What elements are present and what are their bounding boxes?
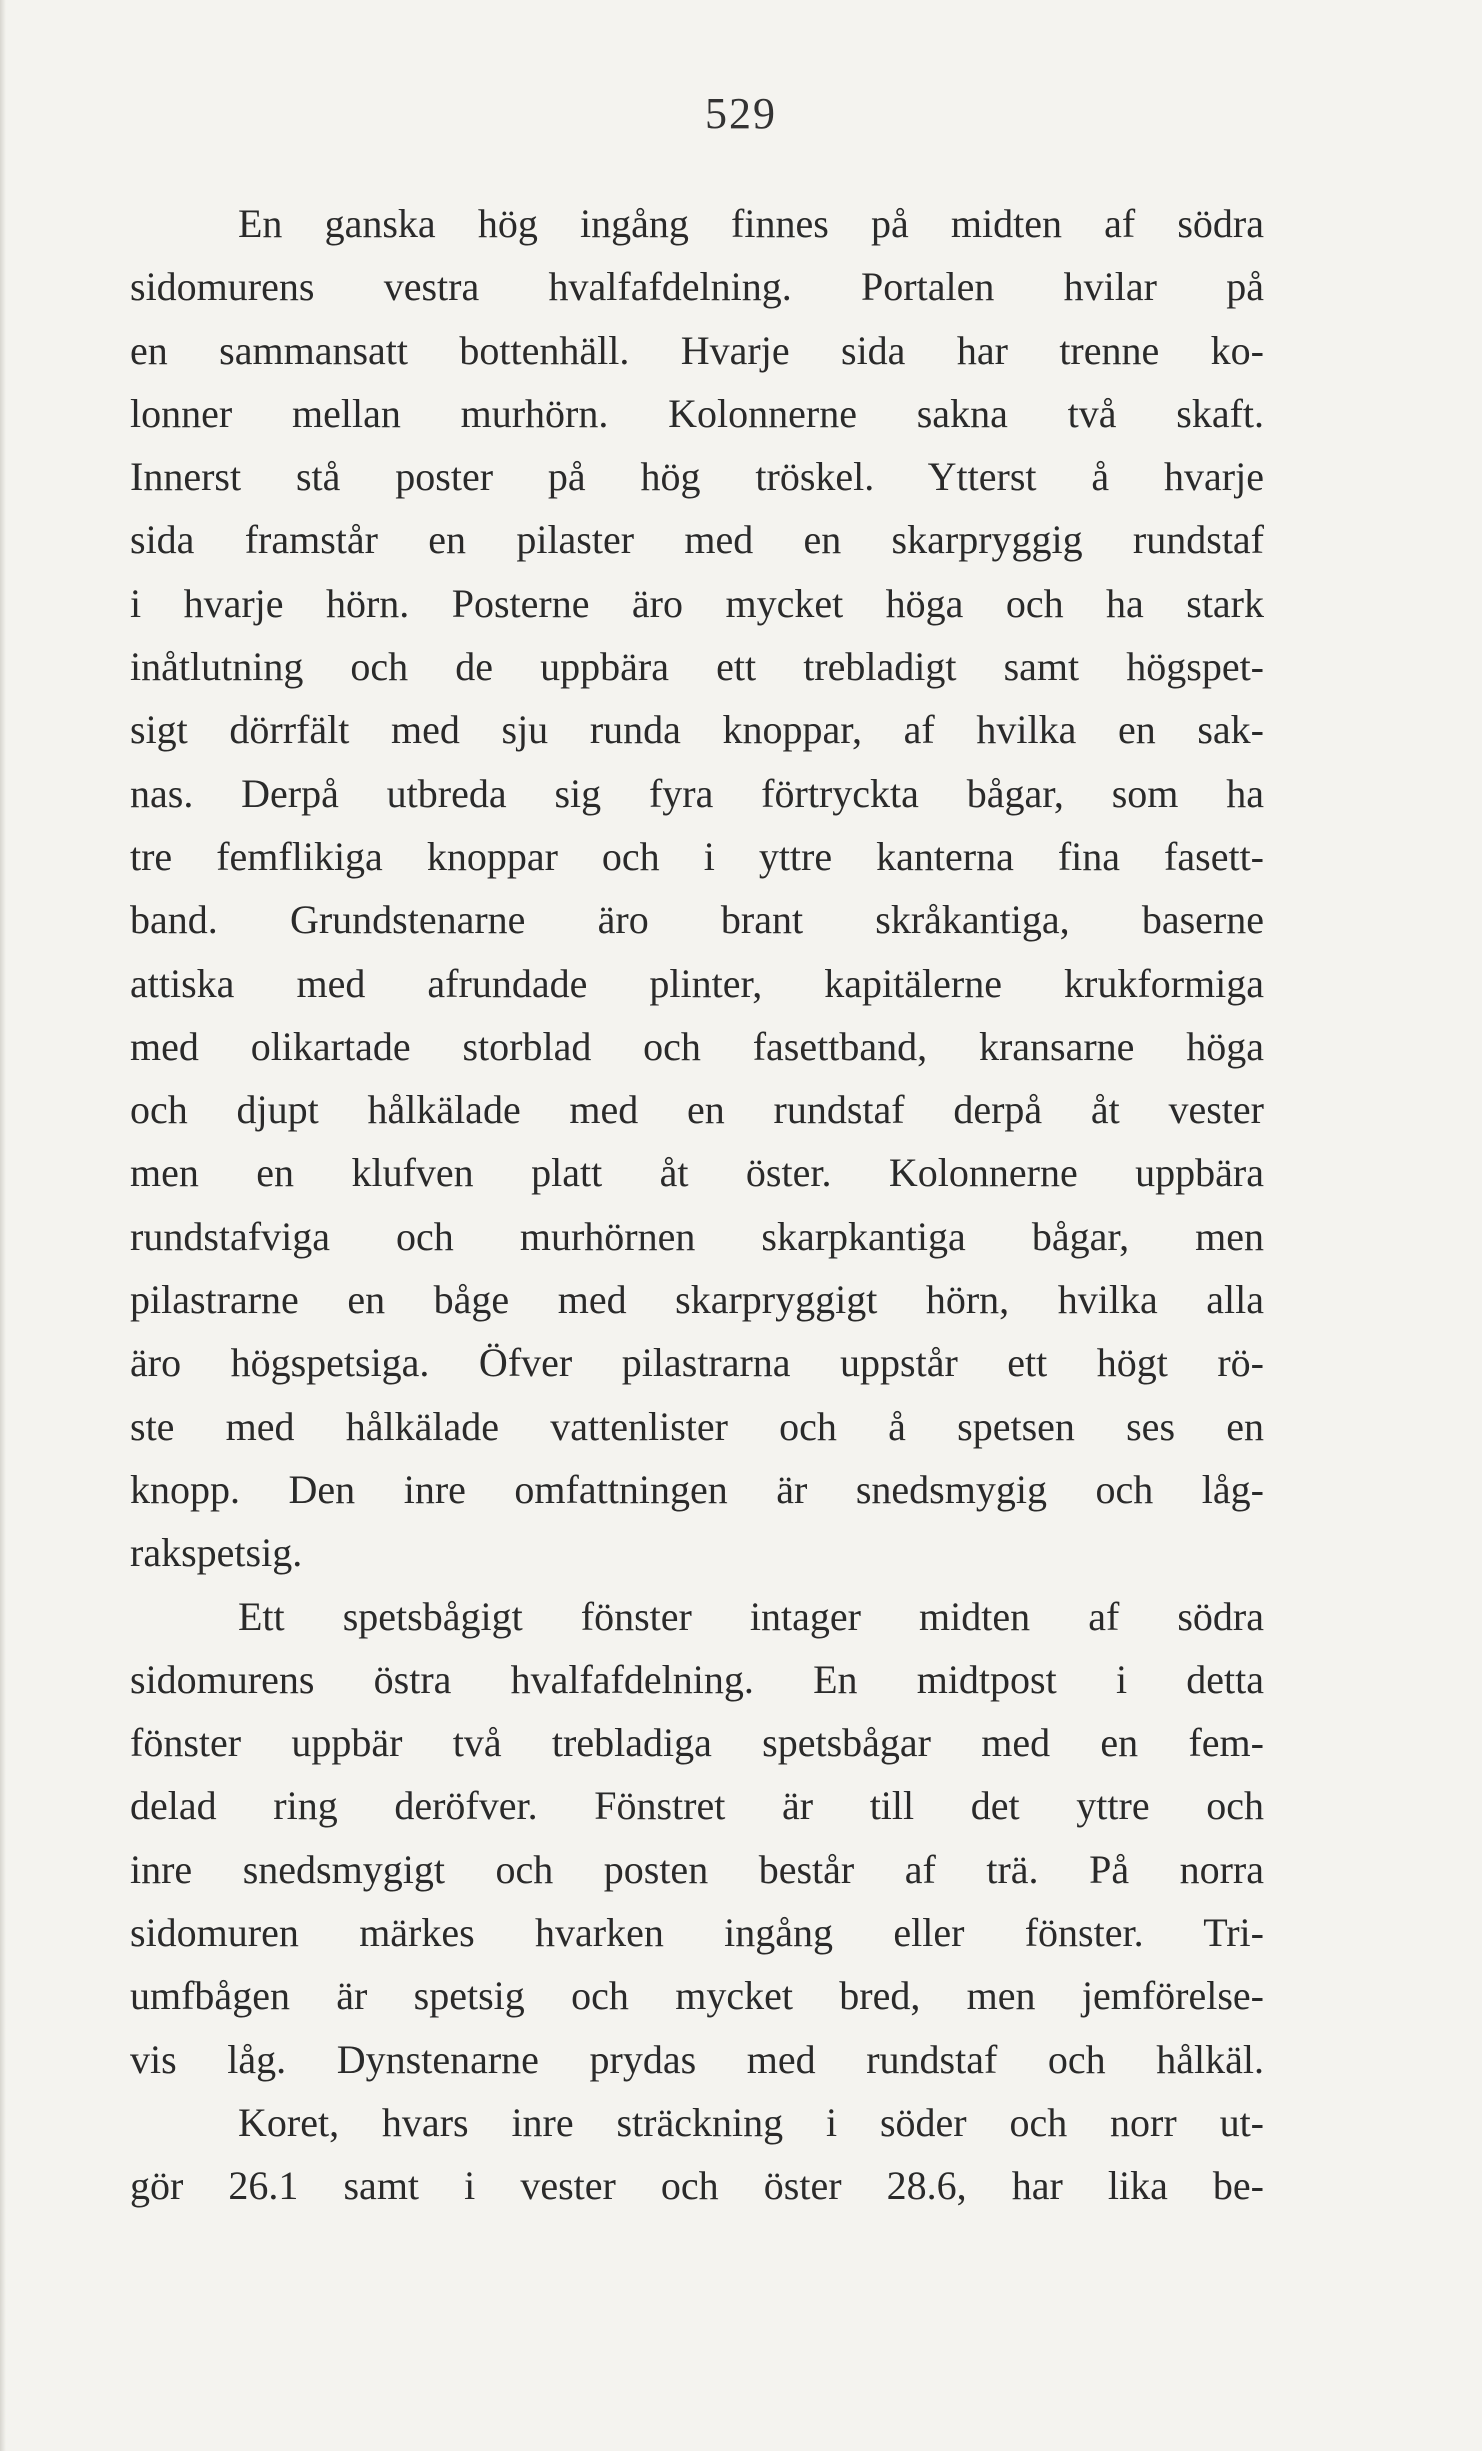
page-edge-shadow <box>0 0 6 2451</box>
text-line: inre snedsmygigt och posten består af trä. På norra <box>130 1846 1264 1892</box>
text-line: sidomurens östra hvalfafdelning. En midtpost i detta <box>130 1656 1264 1702</box>
text-line: sigt dörrfält med sju runda knoppar, af hvilka en sak- <box>130 707 1264 753</box>
text-line: och djupt hålkälade med en rundstaf derpå åt vester <box>130 1087 1264 1133</box>
text-line: lonner mellan murhörn. Kolonnerne sakna två skaft. <box>130 390 1264 436</box>
text-line: fönster uppbär två trebladiga spetsbågar med en fem- <box>130 1720 1264 1766</box>
text-line: Ett spetsbågigt fönster intager midten af södra <box>238 1593 1264 1639</box>
text-line: nas. Derpå utbreda sig fyra förtryckta bågar, som ha <box>130 770 1264 816</box>
text-line: knopp. Den inre omfattningen är snedsmygig och låg- <box>130 1466 1264 1512</box>
text-line: sidomurens vestra hvalfafdelning. Portalen hvilar på <box>130 264 1264 310</box>
text-line: ste med hålkälade vattenlister och å spetsen ses en <box>130 1403 1264 1449</box>
text-line: En ganska hög ingång finnes på midten af södra <box>238 201 1264 246</box>
text-line: attiska med afrundade plinter, kapitälerne krukformiga <box>130 960 1264 1006</box>
text-line: rakspetsig. <box>130 1530 303 1576</box>
text-line: delad ring deröfver. Fönstret är till det yttre och <box>130 1783 1264 1829</box>
text-line: inåtlutning och de uppbära ett trebladigt samt högspet- <box>130 644 1264 690</box>
text-line: Innerst stå poster på hög tröskel. Ytterst å hvarje <box>130 454 1264 500</box>
text-line: vis låg. Dynstenarne prydas med rundstaf och hålkäl. <box>130 2036 1264 2082</box>
body-text <box>130 192 1264 2218</box>
text-line: sida framstår en pilaster med en skarpryggig rundstaf <box>130 517 1264 563</box>
text-line: sidomuren märkes hvarken ingång eller fönster. Tri- <box>130 1910 1264 1956</box>
text-line: äro högspetsiga. Öfver pilastrarna uppstår ett högt rö- <box>130 1340 1264 1386</box>
text-line: umfbågen är spetsig och mycket bred, men jemförelse- <box>130 1973 1264 2019</box>
text-line: Koret, hvars inre sträckning i söder och norr ut- <box>238 2099 1264 2145</box>
page-number: 529 <box>705 89 777 138</box>
text-line: i hvarje hörn. Posterne äro mycket höga och ha stark <box>130 580 1264 626</box>
text-line: band. Grundstenarne äro brant skråkantiga, baserne <box>130 897 1264 943</box>
text-line: pilastrarne en båge med skarpryggigt hörn, hvilka alla <box>130 1277 1264 1323</box>
text-line: tre femflikiga knoppar och i yttre kanterna fina fasett- <box>130 833 1264 879</box>
text-line: en sammansatt bottenhäll. Hvarje sida har trenne ko- <box>130 327 1264 373</box>
text-line: men en klufven platt åt öster. Kolonnerne uppbära <box>130 1150 1264 1196</box>
text-line: gör 26.1 samt i vester och öster 28.6, har lika be- <box>130 2163 1264 2209</box>
text-line: med olikartade storblad och fasettband, kransarne höga <box>130 1023 1264 1069</box>
text-line: rundstafviga och murhörnen skarpkantiga bågar, men <box>130 1213 1264 1259</box>
